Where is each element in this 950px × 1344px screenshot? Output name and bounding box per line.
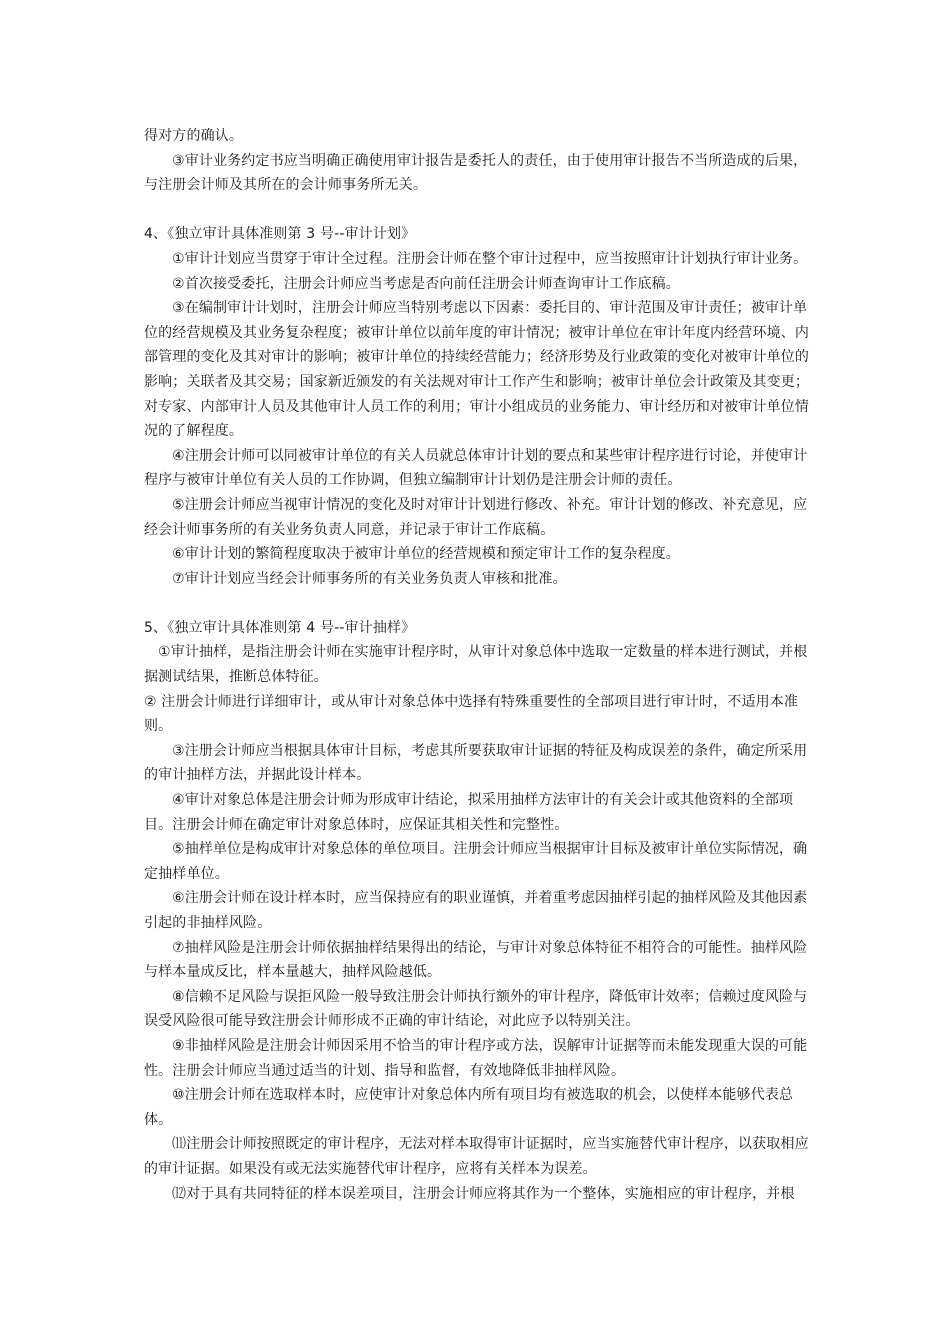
section-5-item: ⑦抽样风险是注册会计师依据抽样结果得出的结论，与审计对象总体特征不相符合的可能性。抽样风险与样本量成反比，样本量越大，抽样风险越低。 bbox=[144, 939, 808, 981]
section-4-heading: 4、《独立审计具体准则第 3 号--审计计划》 bbox=[144, 226, 416, 243]
section-4-item: ⑦审计计划应当经会计师事务所的有关业务负责人审核和批准。 bbox=[172, 570, 567, 587]
section-5-item: ⑩注册会计师在选取样本时，应使审计对象总体内所有项目均有被选取的机会，以使样本能够代表总体。 bbox=[144, 1087, 794, 1128]
section-5-item: ⑥注册会计师在设计样本时，应当保持应有的职业谨慎，并着重考虑因抽样引起的抽样风险及其他因素引起的非抽样风险。 bbox=[144, 890, 808, 931]
section-5-item: ③注册会计师应当根据具体审计目标，考虑其所要获取审计证据的特征及构成误差的条件，确定所采用的审计抽样方法，并据此设计样本。 bbox=[144, 742, 808, 784]
section-5-item: ①审计抽样，是指注册会计师在实施审计程序时，从审计对象总体中选取一定数量的样本进行测试，并根据测试结果，推断总体特征。 bbox=[144, 644, 808, 686]
section-5-item: ⑧信赖不足风险与误拒风险一般导致注册会计师执行额外的审计程序，降低审计效率；信赖过度风险与误受风险很可能导致注册会计师形成不正确的审计结论，对此应予以特别关注。 bbox=[144, 988, 808, 1030]
paragraph-item-3: ③审计业务约定书应当明确正确使用审计报告是委托人的责任，由于使用审计报告不当所造成的后果，与注册会计师及其所在的会计师事务所无关。 bbox=[144, 152, 808, 194]
paragraph-continuation: 得对方的确认。 bbox=[144, 128, 244, 144]
section-4-item: ⑥审计计划的繁简程度取决于被审计单位的经营规模和预定审计工作的复杂程度。 bbox=[172, 546, 680, 563]
section-5-item: ⑾注册会计师按照既定的审计程序，无法对样本取得审计证据时，应当实施替代审计程序，以获取相应的审计证据。如果没有或无法实施替代审计程序，应将有关样本为误差。 bbox=[144, 1136, 809, 1177]
section-5-item: ⑿对于具有共同特征的样本误差项目，注册会计师应将其作为一个整体，实施相应的审计程序，并根 bbox=[172, 1185, 795, 1202]
section-5-heading: 5、《独立审计具体准则第 4 号--审计抽样》 bbox=[144, 619, 416, 636]
document-body bbox=[144, 124, 814, 1206]
section-4-item: ①审计计划应当贯穿于审计全过程。注册会计师在整个审计过程中，应当按照审计计划执行审计业务。 bbox=[172, 250, 808, 267]
section-4-item: ③在编制审计计划时，注册会计师应当特别考虑以下因素：委托目的、审计范围及审计责任；被审计单位的经营规模及其业务复杂程度；被审计单位以前年度的审计情况；被审计单位在审计年度内经营环境、内部管理的变化及其对审计的影响；被审计单位的持续经营能力；经济形势及行业政策的变化对被审计单位的影响；关联者及其交易；国家新近颁发的有关法规对审计工作产生和影响；被审计单位会计政策及其变更；对专家、内部审计人员及其他审计人员工作的利用；审计小组成员的业务能力、审计经历和对被审计单位情况的了解程度。 bbox=[144, 300, 810, 440]
section-5-item: ② 注册会计师进行详细审计，或从审计对象总体中选择有特殊重要性的全部项目进行审计时，不适用本准则。 bbox=[144, 693, 799, 735]
section-4-item: ②首次接受委托，注册会计师应当考虑是否向前任注册会计师查询审计工作底稿。 bbox=[172, 275, 680, 292]
section-5-item: ⑤抽样单位是构成审计对象总体的单位项目。注册会计师应当根据审计目标及被审计单位实际情况，确定抽样单位。 bbox=[144, 841, 808, 882]
section-5-item: ④审计对象总体是注册会计师为形成审计结论，拟采用抽样方法审计的有关会计或其他资料的全部项目。注册会计师在确定审计对象总体时，应保证其相关性和完整性。 bbox=[144, 792, 794, 833]
section-4-item: ⑤注册会计师应当视审计情况的变化及时对审计计划进行修改、补充。审计计划的修改、补充意见，应经会计师事务所的有关业务负责人同意，并记录于审计工作底稿。 bbox=[144, 496, 808, 538]
section-4-item: ④注册会计师可以同被审计单位的有关人员就总体审计计划的要点和某些审计程序进行讨论，并使审计程序与被审计单位有关人员的工作协调，但独立编制审计计划仍是注册会计师的责任。 bbox=[144, 447, 808, 489]
section-5-item: ⑨非抽样风险是注册会计师因采用不恰当的审计程序或方法，误解审计证据等而未能发现重大误的可能性。注册会计师应当通过适当的计划、指导和监督，有效地降低非抽样风险。 bbox=[144, 1037, 808, 1079]
